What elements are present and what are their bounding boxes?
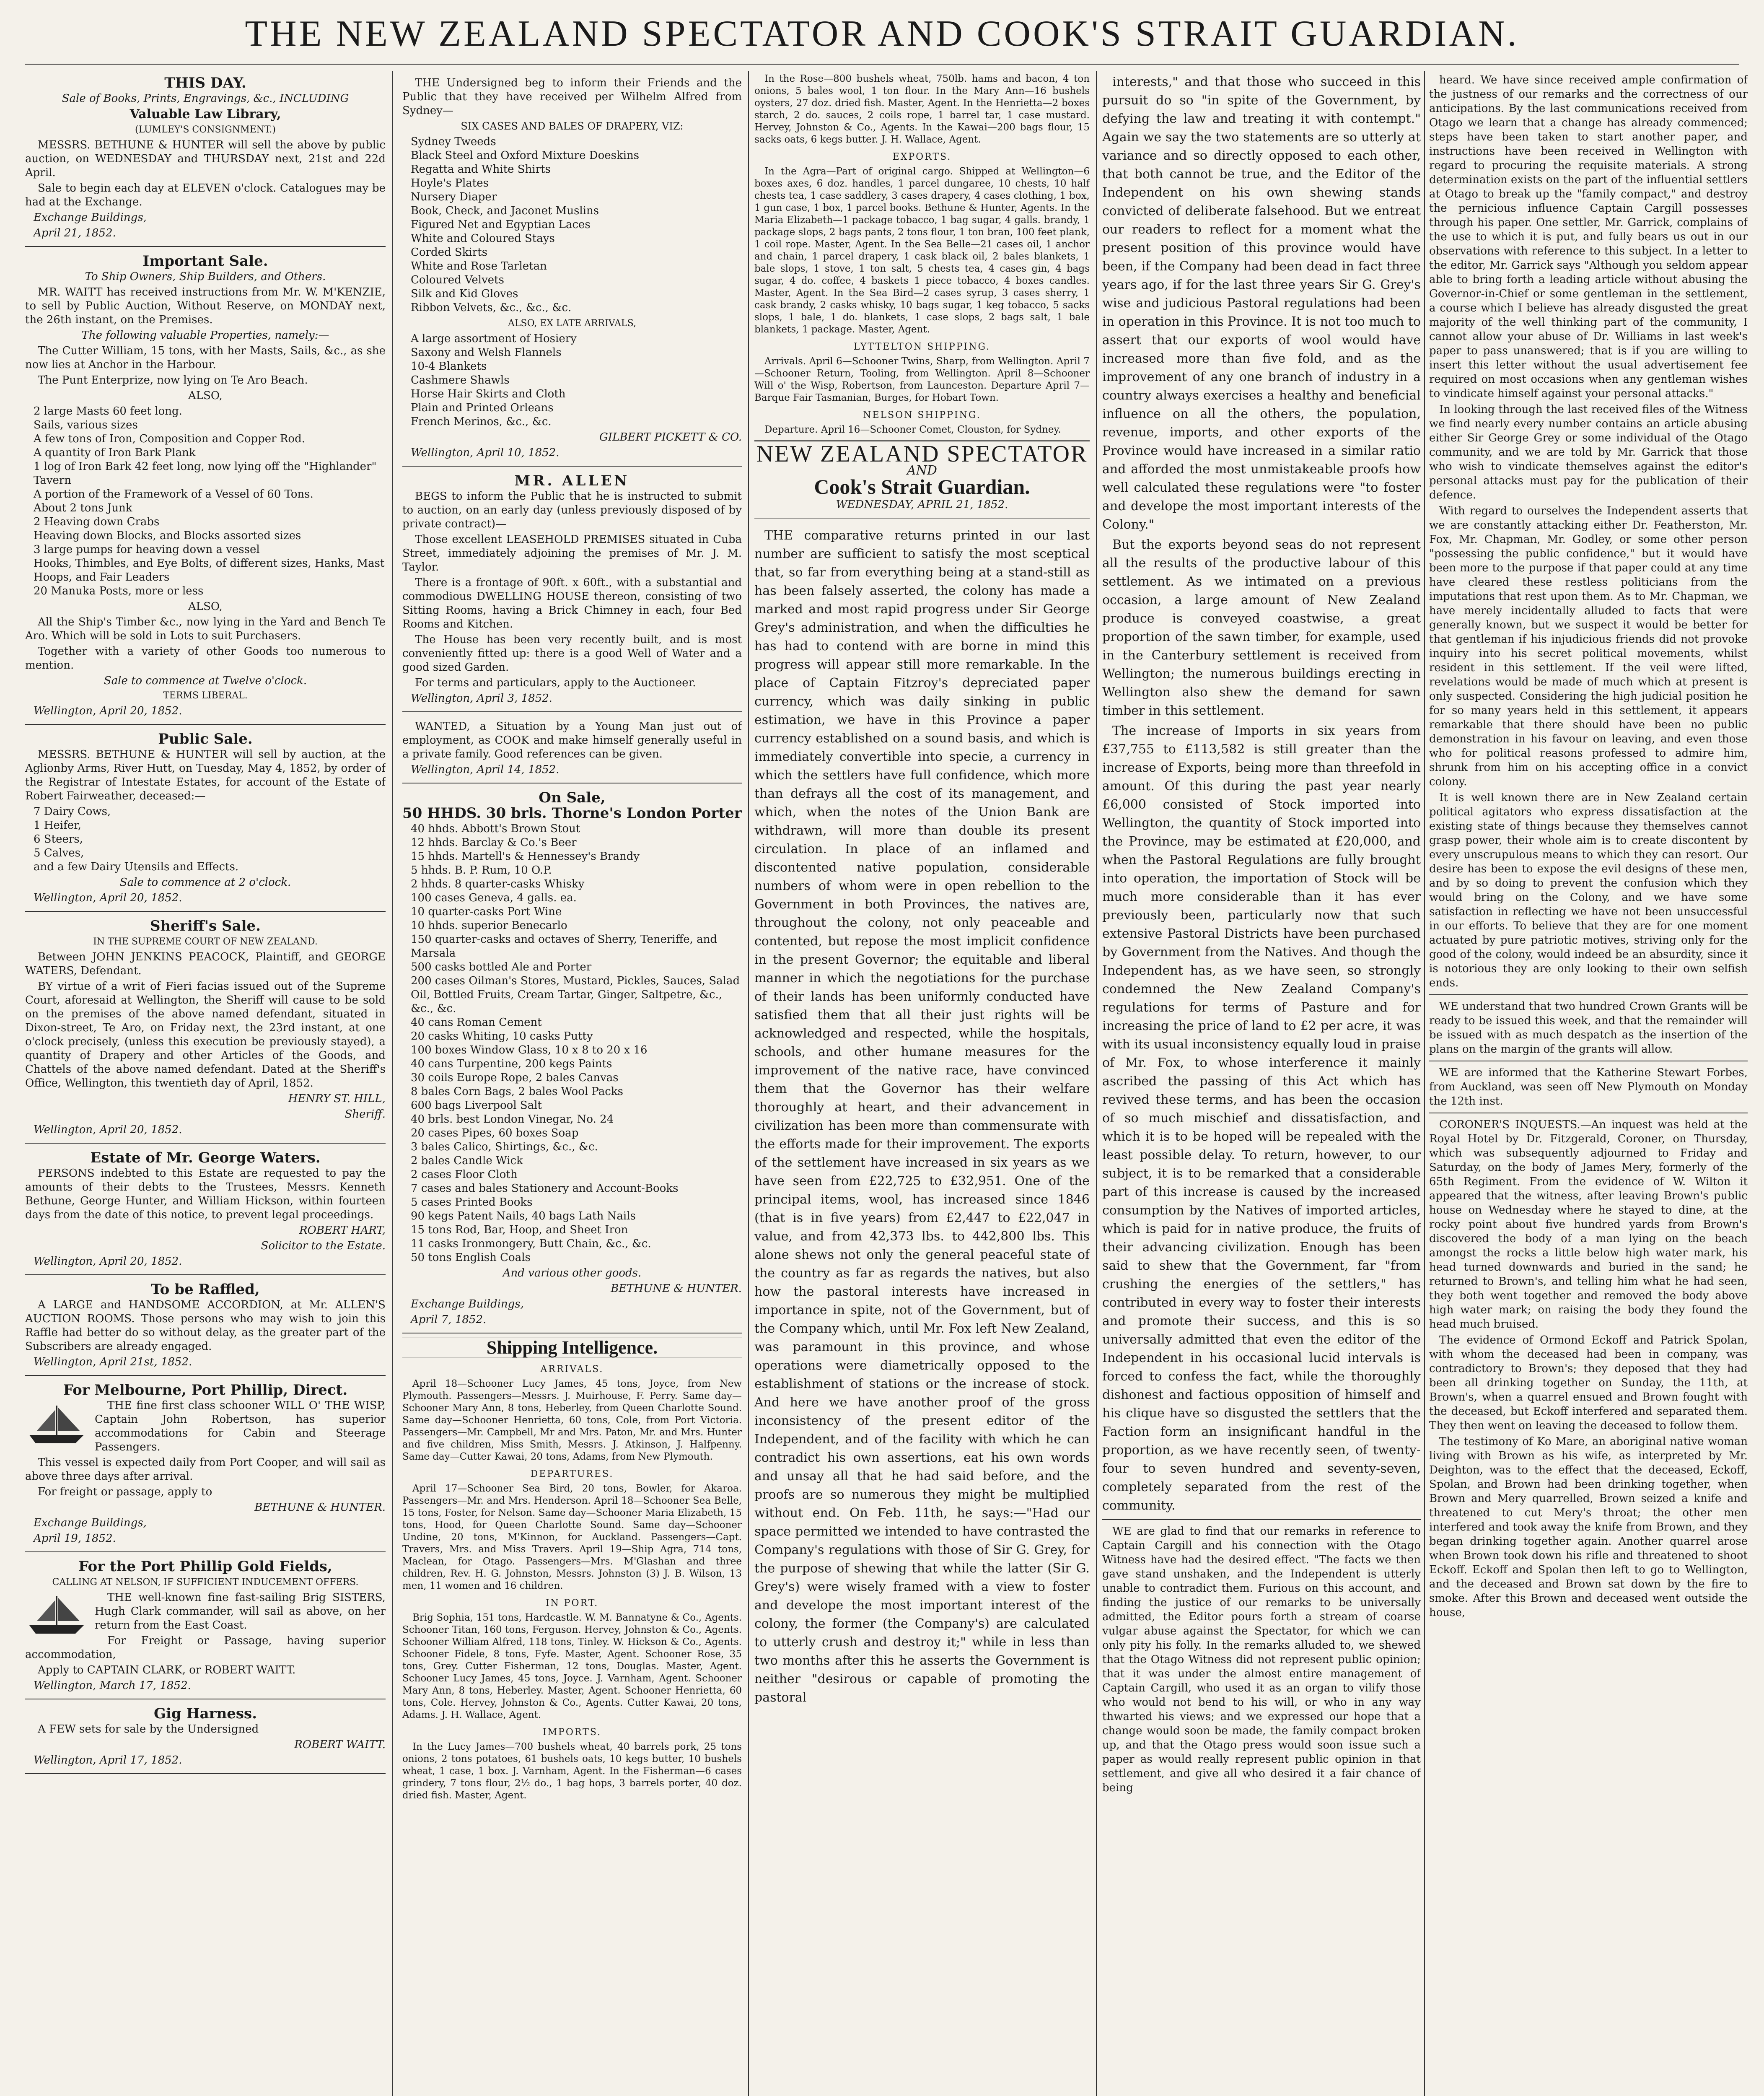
ad-date: Wellington, April 20, 1852. bbox=[34, 892, 182, 904]
list-item: 40 brls. best London Vinegar, No. 24 bbox=[411, 1113, 614, 1126]
ad-date: Wellington, April 20, 1852. bbox=[34, 1123, 182, 1136]
ad-subtitle: Sale of Books, Prints, Engravings, &c., INCLUDING bbox=[62, 92, 349, 105]
list-item: White and Rose Tarletan bbox=[411, 260, 547, 272]
ad-subtitle: SIX CASES AND BALES OF DRAPERY, VIZ: bbox=[461, 120, 684, 132]
ad-gold-fields-ship bbox=[25, 1555, 386, 1699]
ad-place: Exchange Buildings, bbox=[34, 1517, 147, 1529]
column-rule bbox=[1424, 71, 1425, 2096]
list-item: Book, Check, and Jaconet Muslins bbox=[411, 205, 599, 217]
list-item: Saxony and Welsh Flannels bbox=[411, 346, 562, 359]
ad-title: For Melbourne, Port Phillip, Direct. bbox=[63, 1382, 348, 1398]
ad-body: There is a frontage of 90ft. x 60ft., with a substantial and commodious DWELLING HOUSE thereon, consisting of two Sitting Rooms, having a Brick Chimney in each, four Bed Rooms and Kitchen. bbox=[402, 576, 742, 630]
ad-subtitle: CALLING AT NELSON, IF SUFFICIENT INDUCEMENT OFFERS. bbox=[52, 1577, 359, 1588]
list-item: 40 cans Roman Cement bbox=[411, 1016, 542, 1029]
ad-subtitle: Valuable Law Library, bbox=[130, 107, 281, 122]
ad-date: April 21, 1852. bbox=[34, 227, 116, 239]
nameplate-date: WEDNESDAY, APRIL 21, 1852. bbox=[836, 498, 1008, 511]
list-item: Ribbon Velvets, &c., &c., &c. bbox=[411, 301, 572, 314]
ad-signature: Solicitor to the Estate. bbox=[261, 1240, 386, 1252]
nameplate-and: AND bbox=[907, 463, 937, 478]
list-item: 100 boxes Window Glass, 10 x 8 to 20 x 16 bbox=[411, 1044, 648, 1056]
list-item: Nursery Diaper bbox=[411, 191, 497, 203]
list-item: 40 hhds. Abbott's Brown Stout bbox=[411, 822, 580, 835]
column-rule bbox=[1096, 71, 1097, 2096]
ad-date: Wellington, April 3, 1852. bbox=[411, 692, 552, 705]
ad-body: A LARGE and HANDSOME ACCORDION, at Mr. ALLEN'S AUCTION ROOMS. Those persons who may wish to join this Raffle had better do so without delay, as the greater part of the Subscribers are already engaged. bbox=[25, 1299, 386, 1353]
ad-body: MESSRS. BETHUNE & HUNTER will sell the above by public auction, on WEDNESDAY and THURSDAY next, 21st and 22d April. bbox=[25, 139, 386, 179]
list-item: Regatta and White Shirts bbox=[411, 163, 551, 176]
ad-lead: 50 HHDS. 30 brls. Thorne's London Porter bbox=[402, 805, 742, 822]
ad-melbourne-ship bbox=[25, 1378, 386, 1552]
list-item: 2 Heaving down Crabs bbox=[34, 516, 160, 528]
column-4 bbox=[1102, 71, 1421, 2096]
list-item: Black Steel and Oxford Mixture Doeskins bbox=[411, 149, 640, 162]
ad-body: For Freight or Passage, having superior accommodation, bbox=[25, 1634, 386, 1661]
ad-body: BY virtue of a writ of Fieri facias issued out of the Supreme Court, aforesaid at Wellington, the Sheriff will cause to be sold on the premises of the above named defendant, situated in Dixon-street, Te Aro, on Friday next, the 23rd instant, at one o'clock precisely, (unless this execution be previously stayed), a quantity of Drapery and other Articles of the Goods, and Chattels of the above named defendant. Dated at the Sheriff's Office, Wellington, this twentieth day of April, 1852. bbox=[25, 980, 386, 1090]
ad-date: April 19, 1852. bbox=[34, 1532, 116, 1545]
arrivals-text: April 18—Schooner Lucy James, 45 tons, Joyce, from New Plymouth. Passengers—Messrs. J. Muirhouse, F. Perry. Same day—Schooner Mary Ann, 8 tons, Heberley, from Queen Charlotte Sound. Same day—Schooner Henrietta, 60 tons, Cole, from Port Victoria. Passengers—Mr. Campbell, Mr and Mrs. Paton, Mr. and Mrs. Hunter and five children, Miss Smith, Messrs. J. Atkinson, J. Halfpenny. Same day—Cutter Kawai, 20 tons, Adams, from New Plymouth. bbox=[402, 1378, 742, 1462]
ad-signature: BETHUNE & HUNTER. bbox=[611, 1282, 742, 1295]
ad-body: This vessel is expected daily from Port Cooper, and will sail as above three days after arrival. bbox=[25, 1456, 386, 1483]
list-item: Sails, various sizes bbox=[34, 419, 138, 431]
ad-date: Wellington, April 21st, 1852. bbox=[34, 1356, 192, 1368]
exports-text: In the Agra—Part of original cargo. Shipped at Wellington—6 boxes axes, 6 doz. handles, 1 parcel dungaree, 10 chests, 10 half chests tea, 1 case saddlery, 3 cases drapery, 4 cases clothing, 1 box, 1 gun case, 1 box, 1 parcel books. Bethune & Hunter, Agents. In the Maria Elizabeth—1 package tobacco, 1 bag sugar, 4 galls. brandy, 1 package slops, 2 bags pants, 2 tons flour, 1 ton bran, 100 feet plank, 1 coil rope. Master, Agent. In the Sea Belle—21 cases oil, 1 anchor and chain, 1 parcel drapery, 1 cask black oil, 2 bales blankets, 1 bale slops, 1 stove, 1 ton salt, 5 chests tea, 4 cases gin, 4 bags sugar, 4 do. coffee, 4 baskets 1 piece tobacco, 4 boxes candles. Master, Agent. In the Sea Bird—2 cases syrup, 3 cases sherry, 1 cask brandy, 2 casks whisky, 10 bags sugar, 1 keg tobacco, 5 sacks slops, 1 bale, 1 do. blankets, 1 case slops, 2 bags salt, 1 bale blankets, 1 package. Master, Agent. bbox=[754, 166, 1090, 335]
list-item: A large assortment of Hosiery bbox=[411, 332, 577, 345]
list-item: French Merinos, &c., &c. bbox=[411, 415, 552, 428]
ad-also: ALSO, bbox=[188, 600, 223, 613]
list-item: 100 cases Geneva, 4 galls. ea. bbox=[411, 892, 577, 904]
shipping-intelligence bbox=[402, 1337, 742, 1802]
list-item: A few tons of Iron, Composition and Copper Rod. bbox=[34, 433, 305, 445]
ad-body: All the Ship's Timber &c., now lying in the Yard and Bench Te Aro. Which will be sold in Lots to suit Purchasers. bbox=[25, 616, 386, 642]
editorial-article: The increase of Imports in six years from £37,755 to £113,582 is still greater than the increase of Exports, being more than threefold in amount. Of this during the past year nearly £6,000 consisted of Stock imported into Wellington, the quantity of Stock imported into the Province, may be estimated at £20,000, and when the Pastoral Regulations are fully brought into operation, the importation of Stock will be much more considerable than it has ever previously been, particularly now that such extensive Pastoral Districts have been purchased by Government from the Natives. And though the Independent has, as we have seen, so strongly condemned the New Zealand Company's regulations for terms of Pasture and for increasing the price of land to £2 per acre, it was with its usual inconsistency equally loud in praise of Mr. Fox, to whose interference it mainly ascribed the passing of this Act which has revived these terms, and has been the occasion of so much mischief and dissatisfaction, and which it is to be hoped will be repealed with the least possible delay. To return, however, to our subject, it is to be remarked that a considerable part of this increase is caused by the increased consumption by the Natives of imported articles, which is paid for in native produce, the fruits of their advancing civilization. Enough has been said to shew that the Government, far "from crushing the energies of the settlers," has contributed in every way to foster their interests and promote their success, and this is so universally admitted that even the editor of the Independent in his occasional lucid intervals is forced to confess the fact, while the thoroughly dishonest and factious opposition of himself and his clique have so disgusted the settlers that the Faction form an insignificant handful in the proportion, as we have recently seen, of twenty-four to seven hundred and seventy-seven, completely separated from the rest of the community. bbox=[1102, 724, 1421, 1513]
ad-date: Wellington, April 17, 1852. bbox=[34, 1754, 182, 1767]
ad-subtitle: The following valuable Properties, namely:— bbox=[81, 329, 329, 342]
section-label: IN PORT. bbox=[545, 1598, 599, 1608]
ad-item-list bbox=[25, 805, 386, 874]
ad-body: The Punt Enterprize, now lying on Te Aro Beach. bbox=[38, 374, 308, 387]
ad-title: For the Port Phillip Gold Fields, bbox=[78, 1558, 332, 1575]
list-item: 3 large pumps for heaving down a vessel bbox=[34, 543, 260, 556]
ad-body: Apply to CAPTAIN CLARK, or ROBERT WAITT. bbox=[38, 1664, 296, 1676]
section-label: ARRIVALS. bbox=[540, 1364, 604, 1375]
column-1 bbox=[25, 71, 386, 2096]
list-item: Plain and Printed Orleans bbox=[411, 402, 554, 414]
ad-on-sale bbox=[402, 786, 742, 1333]
ad-public-sale bbox=[25, 727, 386, 912]
list-item: 12 hhds. Barclay & Co.'s Beer bbox=[411, 836, 577, 849]
list-item: 500 casks bottled Ale and Porter bbox=[411, 961, 592, 973]
crown-grants-note: WE understand that two hundred Crown Grants will be ready to be issued this week, and that the remainder will be issued with as much despatch as the insertion of the plans on the margin of the grants will allow. bbox=[1429, 1000, 1748, 1056]
ad-body: Together with a variety of other Goods too numerous to mention. bbox=[25, 645, 386, 672]
ad-title: Gig Harness. bbox=[153, 1705, 257, 1722]
nameplate-title: NEW ZEALAND SPECTATOR bbox=[756, 441, 1088, 467]
in-port-text: Brig Sophia, 151 tons, Hardcastle. W. M. Bannatyne & Co., Agents. Schooner Titan, 160 tons, Ferguson. Hervey, Johnston & Co., Agents. Schooner William Alfred, 118 tons, Tinley. W. Hickson & Co., Agents. Schooner Fidele, 8 tons, Fyfe. Master, Agent. Schooner Rose, 35 tons, Grey. Cutter Fisherman, 12 tons, Douglas. Master, Agent. Schooner Lucy James, 45 tons, Joyce. J. Varnham, Agent. Schooner Mary Ann, 8 tons, Heberley. Master, Agent. Schooner Henrietta, 60 tons, Cole. Hervey, Johnston & Co., Agents. Cutter Kawai, 20 tons, Adams. J. H. Wallace, Agent. bbox=[402, 1612, 742, 1720]
coroners-inquest: CORONER'S INQUESTS.—An inquest was held at the Royal Hotel by Dr. Fitzgerald, Coroner, on Thursday, which was subsequently adjourned to Friday and Saturday, on the body of James Mery, formerly of the 65th Regiment. From the evidence of W. Wilton it appeared that the witness, after leaving Brown's public house on Wednesday where he stayed to dine, at the rocky point about five hundred yards from Brown's discovered the body of a man lying on the beach amongst the rocks a little below high water mark, his head turned downwards and buried in the sand; he returned to Brown's, and telling him what he had seen, they both went together and removed the body above high water mark; on raising the body they found the head much bruised. bbox=[1429, 1118, 1748, 1331]
ad-subtitle: IN THE SUPREME COURT OF NEW ZEALAND. bbox=[93, 936, 318, 947]
list-item: Hoyle's Plates bbox=[411, 177, 489, 189]
list-item: Cashmere Shawls bbox=[411, 374, 510, 387]
ad-body: BEGS to inform the Public that he is instructed to submit to auction, on an early day (unless previously disposed of by private contract)— bbox=[402, 490, 742, 530]
section-divider bbox=[1102, 1519, 1421, 1520]
ad-gig-harness bbox=[25, 1702, 386, 1774]
ad-title: Estate of Mr. George Waters. bbox=[90, 1149, 321, 1166]
ad-wanted bbox=[402, 715, 742, 783]
ad-body: THE Undersigned beg to inform their Friends and the Public that they have received per Wilhelm Alfred from Sydney— bbox=[402, 77, 742, 117]
ad-subtitle: ALSO, EX LATE ARRIVALS, bbox=[508, 318, 636, 329]
ad-title: THIS DAY. bbox=[164, 75, 246, 91]
departures-text: April 17—Schooner Sea Bird, 20 tons, Bowler, for Akaroa. Passengers—Mr. and Mrs. Henderson. April 18—Schooner Sea Belle, 15 tons, Foster, for Nelson. Same day—Schooner Maria Elizabeth, 15 tons, Hood, for Queen Charlotte Sound. Same day—Schooner Undine, 20 tons, M'Kinnon, for Auckland. Passengers—Capt. Travers, Mrs. and Miss Travers. April 19—Ship Agra, 714 tons, Maclean, for Otago. Passengers—Mrs. M'Glashan and three children, Rev. H. G. Johnston, Messrs. Johnston (3) J. B. Wilson, 13 men, 11 women and 16 children. bbox=[402, 1483, 742, 1591]
list-item: Figured Net and Egyptian Laces bbox=[411, 218, 591, 231]
ad-estate-notice bbox=[25, 1146, 386, 1275]
list-item: About 2 tons Junk bbox=[34, 502, 132, 514]
column-rule bbox=[748, 71, 749, 2096]
section-divider bbox=[1429, 994, 1748, 995]
list-item: 2 bales Candle Wick bbox=[411, 1154, 523, 1167]
ad-note: Sale to commence at 2 o'clock. bbox=[119, 876, 291, 889]
otago-article: It is well known there are in New Zealand certain political agitators who express dissatisfaction at the existing state of things because they themselves cannot grasp power, their whole aim is to create discontent by every unscrupulous means to which they can resort. Our desire has been to expose the evil designs of these men, and by so doing to prevent the confusion which they would bring on the Colony, and we have some satisfaction in reflecting we have not been unsuccessful in our efforts. To believe that they are for one moment actuated by pure patriotic motives, striving only for the good of the colony, would indeed be an absurdity, since it is notorious they are only looking to their own selfish ends. bbox=[1429, 791, 1748, 989]
ad-date: April 7, 1852. bbox=[411, 1313, 487, 1326]
list-item: 10-4 Blankets bbox=[411, 360, 487, 373]
list-item: 30 coils Europe Rope, 2 bales Canvas bbox=[411, 1071, 619, 1084]
list-item: 2 cases Floor Cloth bbox=[411, 1168, 518, 1181]
ad-subtitle: To Ship Owners, Ship Builders, and Others. bbox=[85, 270, 326, 283]
ad-date: Wellington, April 20, 1852. bbox=[34, 1255, 182, 1268]
imports-text: In the Lucy James—700 bushels wheat, 40 barrels pork, 25 tons onions, 2 tons potatoes, 61 bushels oats, 10 kegs butter, 10 bushels wheat, 1 case, 1 box. J. Varnham, Agent. In the Fisherman—6 cases grindery, 7 tons flour, 2½ do., 1 bag hops, 3 barrels porter, 40 doz. dried fish. Master, Agent. bbox=[402, 1741, 742, 1801]
ad-place: Exchange Buildings, bbox=[411, 1298, 524, 1310]
list-item: 8 bales Corn Bags, 2 bales Wool Packs bbox=[411, 1085, 623, 1098]
ad-body: For freight or passage, apply to bbox=[38, 1486, 212, 1498]
column-2 bbox=[402, 71, 742, 2096]
ad-body: Sale to begin each day at ELEVEN o'clock. Catalogues may be had at the Exchange. bbox=[25, 182, 386, 208]
list-item: Corded Skirts bbox=[411, 246, 488, 259]
nameplate-subtitle: Cook's Strait Guardian. bbox=[814, 475, 1030, 498]
ad-subtitle: (LUMLEY'S CONSIGNMENT.) bbox=[135, 125, 276, 135]
section-label: EXPORTS. bbox=[892, 152, 952, 162]
list-item: 5 hhds. B. P. Rum, 10 O.P. bbox=[411, 864, 552, 877]
list-item: 20 Manuka Posts, more or less bbox=[34, 585, 204, 597]
ad-date: Wellington, March 17, 1852. bbox=[34, 1679, 191, 1692]
editorial-article: interests," and that those who succeed in this pursuit do so "in spite of the Government, by defying the law and treating it with contempt." Again we say the two statements are so utterly at variance and so directly opposed to each other, that both cannot be true, and the Editor of the Independent on his own shewing stands convicted of deliberate falsehood. But we entreat our readers to reflect for a moment what the present position of this province would have been, if the Company had been dead in fact three years ago, if for the last three years Sir G. Grey's wise and judicious Pastoral regulations had been in operation in this Province. It is not too much to assert that our exports of wool would have increased more than five fold, and as the improvement of any one branch of industry in a country always exercises a healthy and beneficial influence on all the others, the population, revenue, imports, and other exports of the Province would have increased in a similar ratio and afforded the most unmistakeable proofs how well calculated these regulations were "to foster and develope the most important interests of the Colony." bbox=[1102, 75, 1421, 532]
ad-body: PERSONS indebted to this Estate are requested to pay the amounts of their debts to the Trustees, Messrs. Kenneth Bethune, George Hunter, and William Hickson, within fourteen days from the date of this notice, to prevent legal proceedings. bbox=[25, 1167, 386, 1221]
ad-date: Wellington, April 10, 1852. bbox=[411, 446, 560, 459]
ad-title: Public Sale. bbox=[158, 731, 253, 747]
ad-place: Exchange Buildings, bbox=[34, 211, 147, 224]
ad-body: Those excellent LEASEHOLD PREMISES situated in Cuba Street, immediately adjoining the premises of Mr. J. M. Taylor. bbox=[402, 533, 742, 573]
ad-tail: And various other goods. bbox=[503, 1267, 642, 1279]
column-3 bbox=[754, 71, 1090, 2096]
ad-also: ALSO, bbox=[188, 389, 223, 402]
list-item: Silk and Kid Gloves bbox=[411, 288, 518, 300]
otago-article: WE are glad to find that our remarks in reference to Captain Cargill and his connection with the Otago Witness have had the desired effect. "The facts we then gave stand unshaken, and the Independent is utterly unable to contradict them. Furious on this account, and finding the justice of our remarks to be universally admitted, the Editor pours forth a stream of coarse vulgar abuse against the Spectator, for which we can only pity his folly. In the remarks alluded to, we shewed that the Otago Witness did not represent public opinion; that it was under the almost entire management of Captain Cargill, who used it as an organ to vilify those who would not bend to his will, or who in any way thwarted his views; and we expressed our hope that a change would soon be made, the family compact broken up, and that the Otago press would soon issue such a paper as would really represent public opinion in that settlement, and give all who desired it a fair chance of being bbox=[1102, 1525, 1421, 1794]
column-rule bbox=[392, 71, 393, 2096]
nelson-text: Departure. April 16—Schooner Comet, Clouston, for Sydney. bbox=[764, 424, 1061, 435]
list-item: 3 bales Calico, Shirtings, &c., &c. bbox=[411, 1141, 598, 1153]
ad-title: MR. ALLEN bbox=[514, 472, 630, 489]
list-item: 1 Heifer, bbox=[34, 819, 82, 832]
ad-signature: BETHUNE & HUNTER. bbox=[254, 1501, 386, 1514]
list-item: 600 bags Liverpool Salt bbox=[411, 1099, 542, 1112]
ad-date: Wellington, April 20, 1852. bbox=[34, 705, 182, 717]
ad-body: The Cutter William, 15 tons, with her Masts, Sails, &c., as she now lies at Anchor in the Harbour. bbox=[25, 345, 386, 371]
ad-body: THE well-known fine fast-sailing Brig SISTERS, Hugh Clark commander, will sail as above, on her return from the East Coast. bbox=[95, 1591, 386, 1632]
list-item: Hooks, Thimbles, and Eye Bolts, of different sizes, Hanks, Mast Hoops, and Fair Leaders bbox=[34, 557, 385, 584]
ad-body: For terms and particulars, apply to the Auctioneer. bbox=[415, 677, 696, 689]
sailing-ship-icon bbox=[25, 1401, 88, 1447]
ad-parties: Between JOHN JENKINS PEACOCK, Plaintiff, and GEORGE WATERS, Defendant. bbox=[25, 951, 386, 977]
list-item: 90 kegs Patent Nails, 40 bags Lath Nails bbox=[411, 1210, 636, 1222]
masthead-rule bbox=[25, 63, 1739, 65]
list-item: 5 cases Printed Books bbox=[411, 1196, 533, 1209]
list-item: Horse Hair Skirts and Cloth bbox=[411, 388, 566, 400]
ad-body: MR. WAITT has received instructions from Mr. W. M'KENZIE, to sell by Public Auction, Without Reserve, on MONDAY next, the 26th instant, on the Premises. bbox=[25, 286, 386, 326]
list-item: 20 cases Pipes, 60 boxes Soap bbox=[411, 1127, 579, 1139]
ad-date: Wellington, April 14, 1852. bbox=[411, 763, 560, 776]
list-item: 50 tons English Coals bbox=[411, 1251, 531, 1264]
list-item: 20 casks Whiting, 10 casks Putty bbox=[411, 1030, 593, 1043]
list-item: 10 quarter-casks Port Wine bbox=[411, 905, 562, 918]
ad-item-list bbox=[402, 822, 742, 1265]
list-item: A portion of the Framework of a Vessel of 60 Tons. bbox=[34, 488, 313, 501]
ad-signature: HENRY ST. HILL, bbox=[288, 1092, 386, 1105]
list-item: 1 log of Iron Bark 42 feet long, now lying off the "Highlander" Tavern bbox=[34, 460, 377, 487]
ad-sheriffs-sale bbox=[25, 914, 386, 1144]
list-item: White and Coloured Stays bbox=[411, 232, 555, 245]
list-item: 2 hhds. 8 quarter-casks Whisky bbox=[411, 878, 585, 890]
section-label: IMPORTS. bbox=[542, 1727, 602, 1738]
ad-title: To be Raffled, bbox=[151, 1281, 260, 1298]
ad-mr-allen bbox=[402, 469, 742, 712]
ad-signature: Sheriff. bbox=[345, 1108, 386, 1121]
otago-article: heard. We have since received ample confirmation of the justness of our remarks and the correctness of our anticipations. By the last communications received from Otago we learn that a change has already commenced; steps have been taken to start another paper, and instructions have been received in Wellington with regard to procuring the requisite materials. A strong determination exists on the part of the influential settlers at Otago to break up the "family compact," and destroy the pernicious influence Captain Cargill possesses through his paper. One settler, Mr. Garrick, complains of the use to which it is put, and fully bears us out in our observations with reference to this subject. In a letter to the editor, Mr. Garrick says "Although you seldom appear able to bring forth a leading article without abusing the Governor-in-Chief or some gentleman in the settlement, a course which I believe has already disgusted the great majority of the well thinking part of the community, I cannot allow your abuse of Dr. Williams in last week's paper to pass unanswered; that is if you are willing to insert this letter without the usual advertisement fee required on most occasions when any gentleman wishes to vindicate himself against your personal attacks." bbox=[1429, 74, 1748, 400]
ad-body: WANTED, a Situation by a Young Man just out of employment, as COOK and make himself generally useful in a private family. Good references can be given. bbox=[402, 720, 742, 760]
ad-title: Sheriff's Sale. bbox=[150, 918, 261, 934]
ad-item-list bbox=[402, 332, 742, 429]
list-item: A quantity of Iron Bark Plank bbox=[34, 446, 196, 459]
list-item: Sydney Tweeds bbox=[411, 135, 496, 148]
lyttelton-text: Arrivals. April 6—Schooner Twins, Sharp, from Wellington. April 7—Schooner Return, Tooling, from Wellington. April 8—Schooner Will o' the Wisp, Robertson, from Launceston. Departure April 7—Barque Fair Tasmanian, Burges, for Hobart Town. bbox=[754, 356, 1090, 403]
ad-item-list bbox=[402, 135, 742, 315]
list-item: 15 hhds. Martell's & Hennessey's Brandy bbox=[411, 850, 640, 863]
ad-body: The House has been very recently built, and is most conveniently fitted up: there is a good Well of Water and a good sized Garden. bbox=[402, 633, 742, 674]
imports-continued: In the Rose—800 bushels wheat, 750lb. hams and bacon, 4 ton onions, 5 bales wool, 1 ton flour. In the Mary Ann—16 bushels oysters, 27 doz. dried fish. Master, Agent. In the Henrietta—2 boxes starch, 2 do. sauces, 2 coils rope, 1 barrel tar, 1 case mustard. Hervey, Johnston & Co., Agents. In the Kawai—200 bags flour, 15 sacks oats, 6 kegs butter. J. H. Wallace, Agent. bbox=[754, 73, 1090, 145]
ad-item-list bbox=[25, 405, 386, 598]
shipping-header: Shipping Intelligence. bbox=[402, 1337, 742, 1358]
ad-note: Sale to commence at Twelve o'clock. bbox=[104, 674, 307, 687]
editorial-article: THE comparative returns printed in our last number are sufficient to satisfy the most sceptical that, so far from everything being at a stand-still as has been falsely asserted, the colony has made a marked and most rapid progress under Sir George Grey's administration, and when the difficulties he has had to contend with are borne in mind this progress will appear still more remarkable. In the place of Captain Fitzroy's depreciated paper currency, which was daily sinking in public estimation, we have in this Province a paper currency established on a sound basis, and which is immediately convertible into specie, a currency in which the settlers have full confidence, which more than defrays all the cost of its management, and which, when the notes of the Union Bank are withdrawn, will more than double its present circulation. In place of an inflamed and discontented native population, considerable numbers of whom were in open rebellion to the Government in both Provinces, the natives are, throughout the colony, not only peaceable and contented, but repose the most implicit confidence in the present Governor; the equitable and liberal manner in which the negotiations for the purchase of their lands has been uniformly conducted have satisfied them that all their just rights will be acknowledged and respected, while the hospitals, schools, and other humane measures for the improvement of the native race, have convinced them that the Governor has their welfare thoroughly at heart, and their advancement in civilization has been more than commensurate with the efforts made for their improvement. The exports of the settlement have increased in six years as we have seen from £22,725 to £32,951. One of the principal items, wool, has increased since 1846 (that is in five years) from £2,447 to £22,047 in value, and from 42,373 lbs. to 442,800 lbs. This alone shews not only the general peaceful state of the country as far as regards the natives, but also how the pastoral interests have increased in importance in spite, not of the Government, but of the Company which, until Mr. Fox left New Zealand, was paramount in this province, and whose operations were diametrically opposed to the establishment of stations or the increase of stock. And here we have another proof of the gross inconsistency of the present editor of the Independent, and of the facility with which he can contradict his own assertions, eat his own words and unsay all that he had said before, and the proofs are so numerous they might be multiplied without end. On Feb. 11th, he says:—"Had our space permitted we intended to have contrasted the Company's regulations with those of Sir G. Grey, for the purpose of shewing that while the latter (Sir G. Grey's) were wisely framed with a view to foster and develope the most important interest of the colony, the former (the Company's) are calculated to utterly crush and destroy it;" while in less than two months after this he asserts the Government is neither "desirous or capable of promoting the pastoral bbox=[754, 528, 1090, 1705]
nameplate bbox=[754, 440, 1090, 519]
ad-terms: TERMS LIBERAL. bbox=[163, 690, 248, 701]
coroners-inquest: The testimony of Ko Mare, an aboriginal native woman living with Brown as his wife, as interpreted by Mr. Deighton, was to the effect that the deceased, Eckoff, Spolan, and Brown had been drinking together, when Brown and Mery quarrelled, Brown seized a knife and threatened to cut Mery's throat; the other men interfered and took away the knife from Brown, and they began drinking together again. Another quarrel arose when Brown took down his rifle and threatened to shoot Eckoff. Eckoff and Spolan then left to go to Wellington, and the deceased and Brown sat down by the fire to smoke. After this Brown and deceased went outside the house, bbox=[1429, 1435, 1748, 1619]
coroners-inquest: The evidence of Ormond Eckoff and Patrick Spolan, with whom the deceased had been in company, was contradictory to Brown's; they deposed that they had been all drinking together on Sunday, the 11th, at Brown's, when a quarrel ensued and Brown fought with the deceased, but Eckoff interfered and separated them. They then went on leaving the deceased to follow them. bbox=[1429, 1334, 1748, 1432]
ad-important-sale bbox=[25, 249, 386, 725]
sailing-ship-icon bbox=[25, 1592, 88, 1638]
ad-signature: ROBERT WAITT. bbox=[294, 1738, 386, 1751]
ad-body: THE fine first class schooner WILL O' THE WISP, Captain John Robertson, has superior accommodations for Cabin and Steerage Passengers. bbox=[95, 1399, 386, 1453]
list-item: Coloured Velvets bbox=[411, 274, 504, 286]
otago-article: In looking through the last received files of the Witness we find nearly every number contains an article abusing either Sir George Grey or some individual of the Otago community, and we are told by Mr. Garrick that those who wish to vindicate themselves against the editor's personal attacks must pay for the publication of their defence. bbox=[1429, 403, 1748, 501]
section-label: NELSON SHIPPING. bbox=[863, 410, 981, 420]
list-item: 7 Dairy Cows, bbox=[34, 805, 111, 818]
list-item: 6 Steers, bbox=[34, 833, 83, 846]
ad-book-sale bbox=[25, 71, 386, 247]
masthead: THE NEW ZEALAND SPECTATOR AND COOK'S STRAIT GUARDIAN. bbox=[245, 13, 1519, 54]
otago-article: With regard to ourselves the Independent asserts that we are constantly attacking either Dr. Featherston, Mr. Fox, Mr. Chapman, Mr. Godley, or some other person "possessing the public confidence," but it would have been more to the purpose if that paper could at any time have cleared these restless politicians from the imputations that rest upon them. As to Mr. Chapman, we have merely incidentally alluded to facts that were generally known, but we suspect it would be better for that gentleman if his injudicious friends did not provoke inquiry into his secret political movements, whilst resident in this settlement. If the veil were lifted, revelations would be made of much which at present is only suspected. Considering the high judicial position he for so many years held in this settlement, it appears remarkable that there should have been no public demonstration in his favour on leaving, and even those who for political reasons professed to admire him, shrunk from him on his accepting office in a convict colony. bbox=[1429, 505, 1748, 788]
ship-sighting-note: WE are informed that the Katherine Stewart Forbes, from Auckland, was seen off New Plymouth on Monday the 12th inst. bbox=[1429, 1066, 1748, 1108]
ad-raffle bbox=[25, 1278, 386, 1376]
list-item: 15 tons Rod, Bar, Hoop, and Sheet Iron bbox=[411, 1224, 628, 1236]
list-item: and a few Dairy Utensils and Effects. bbox=[34, 861, 239, 873]
ad-signature: GILBERT PICKETT & CO. bbox=[599, 431, 742, 444]
ad-body: MESSRS. BETHUNE & HUNTER will sell by auction, at the Aglionby Arms, River Hutt, on Tuesday, May 4, 1852, by order of the Registrar of Intestate Estates, for account of the Estate of Robert Fairweather, deceased:— bbox=[25, 748, 386, 802]
ad-title: On Sale, bbox=[539, 789, 606, 806]
column-5 bbox=[1429, 71, 1748, 2096]
ad-title: Important Sale. bbox=[142, 253, 268, 270]
list-item: 40 cans Turpentine, 200 kegs Paints bbox=[411, 1058, 612, 1070]
list-item: 2 large Masts 60 feet long. bbox=[34, 405, 182, 418]
section-label: DEPARTURES. bbox=[530, 1469, 614, 1479]
ad-body: A FEW sets for sale by the Undersigned bbox=[38, 1723, 259, 1735]
list-item: 7 cases and bales Stationery and Account-Books bbox=[411, 1182, 679, 1195]
ad-signature: ROBERT HART, bbox=[299, 1224, 386, 1237]
list-item: 11 casks Ironmongery, Butt Chain, &c., &c. bbox=[411, 1237, 651, 1250]
list-item: Heaving down Blocks, and Blocks assorted sizes bbox=[34, 529, 301, 542]
editorial-article: But the exports beyond seas do not represent all the results of the productive labour of this settlement. As we intimated on a previous occasion, a large amount of New Zealand produce is conveyed coastwise, a great proportion of the sawn timber, for example, used in the Canterbury settlement is received from Wellington; the numerous buildings erecting in Wellington also shew the demand for sawn timber in this settlement. bbox=[1102, 537, 1421, 718]
section-label: LYTTELTON SHIPPING. bbox=[853, 342, 991, 352]
list-item: 10 hhds. superior Benecarlo bbox=[411, 919, 567, 932]
list-item: 5 Calves, bbox=[34, 847, 84, 859]
ad-drapery bbox=[402, 71, 742, 467]
list-item: 150 quarter-casks and octaves of Sherry, Teneriffe, and Marsala bbox=[411, 933, 717, 960]
list-item: 200 cases Oilman's Stores, Mustard, Pickles, Sauces, Salad Oil, Bottled Fruits, Cream Tartar, Ginger, Saltpetre, &c., &c., &c. bbox=[411, 975, 740, 1015]
